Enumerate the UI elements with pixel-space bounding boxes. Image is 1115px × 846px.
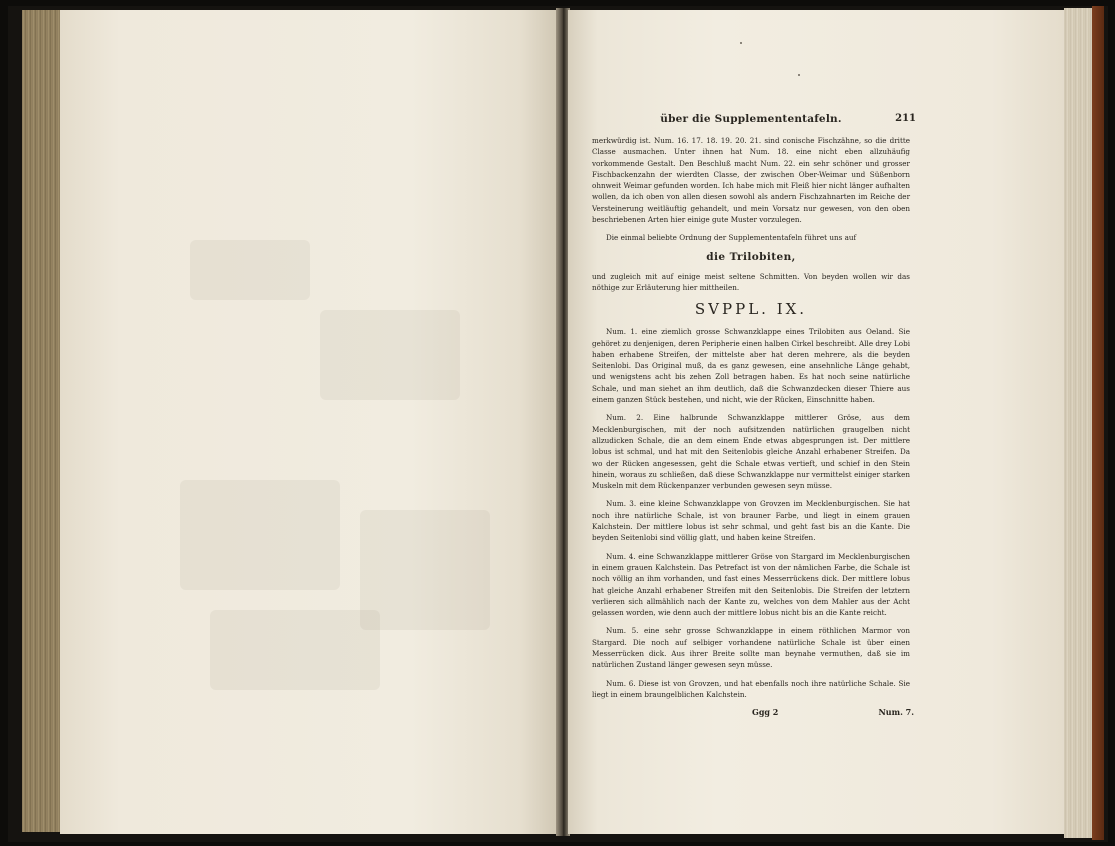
paragraph: merkwürdig ist. Num. 16. 17. 18. 19. 20. 21. sind conische Fischzähne, so die dritte Classe ausmachen. Unter ihnen hat Num. 18. eine nicht eben allzuhäufig vorkommende Gestalt. Den Beschluß macht Num. 22. ein sehr schöner und grosser Fischbackenzahn der wierdten Classe, der zwischen Ober-Weimar und Süßenborn ohnweit Weimar gefunden worden. Ich habe mich mit Fleiß hier nicht länger aufhalten wollen, da ich oben von allen diesen sowohl als andern Fischzahnarten im Reiche der Versteinerung weitläuftig gehandelt, und mein Vorsatz nur gewesen, von den oben beschriebenen Arten hier einige gute Muster vorzulegen. — [592, 136, 910, 225]
entry-paragraph: Num. 5. eine sehr grosse Schwanzklappe in einem röthlichen Marmor von Stargard. Die noch auf selbiger vorhandene natürliche Schale ist über einen Messerrücken dick. Aus ihrer Breite sollte man beynahe vermuthen, daß sie im natürlichen Zustand länger gewesen seyn müsse. — [592, 626, 910, 670]
show-through-3 — [180, 480, 340, 590]
section-title: SVPPL. IX. — [694, 300, 808, 319]
catchword: Num. 7. — [878, 707, 914, 718]
entry-paragraph: Num. 6. Diese ist von Grovzen, und hat ebenfalls noch ihre natürliche Schale. Sie liegt in einem braungelblichen Kalchstein. — [592, 678, 910, 699]
left-page — [60, 10, 560, 834]
show-through-5 — [210, 610, 380, 690]
signature-mark: Ggg 2 — [752, 707, 779, 718]
intro-paragraph: und zugleich mit auf einige meist seltene Schmitten. Von beyden wollen wir das nöthige zur Erläuterung hier mittheilen. — [592, 271, 910, 292]
paragraph: Die einmal beliebte Ordnung der Supplemententafeln führet uns auf — [606, 233, 857, 243]
show-through-2 — [320, 310, 460, 400]
page-text — [592, 113, 916, 721]
paper-speck — [740, 42, 742, 44]
page-number: 211 — [895, 113, 916, 124]
running-title: über die Supplemententafeln. — [660, 113, 842, 125]
entry-paragraph: Num. 1. eine ziemlich grosse Schwanzklappe eines Trilobiten aus Oeland. Sie gehöret zu denjenigen, deren Peripherie einen halben Cirkel beschreibt. Alle drey Lobi haben erhabene Streifen, der mittelste aber hat deren mehrere, als die beyden Seitenlobi. Das Original muß, da es ganz gewesen, eine ansehnliche Länge gehabt, und wenigstens acht bis zehen Zoll betragen haben. Es hat noch seine natürliche Schale, und man siehet an ihm deutlich, daß die Schwanzdecken dieser Thiere aus einem ganzen Stück bestehen, und nicht, wie der Rücken, Einschnitte haben. — [592, 327, 910, 405]
subheading: die Trilobiten, — [706, 250, 796, 263]
show-through-1 — [190, 240, 310, 300]
entry-paragraph: Num. 3. eine kleine Schwanzklappe von Grovzen im Mecklenburgischen. Sie hat noch ihre natürliche Schale, ist von brauner Farbe, und liegt in einem grauen Kalchstein. Der mittlere lobus ist sehr schmal, und geht fast bis an die Kante. Die beyden Seitenlobi sind völlig glatt, und haben keine Streifen. — [592, 499, 910, 543]
show-through-4 — [360, 510, 490, 630]
entry-paragraph: Num. 2. Eine halbrunde Schwanzklappe mittlerer Gröse, aus dem Mecklenburgischen, mit der noch aufsitzenden natürlichen graugelben nicht allzudicken Schale, die an dem einem Ende etwas abgesprungen ist. Der mittlere lobus ist schmal, und hat mit den Seitenlobis gleiche Anzahl erhabener Streifen. Da wo der Rücken angesessen, geht die Schale etwas vertieft, und schief in den Stein hinein, woraus zu schließen, daß diese Schwanzklappe nur vermittelst einiger starken Muskeln mit dem Rückenpanzer verbunden gewesen seyn müsse. — [592, 413, 910, 491]
page-footer — [592, 707, 914, 721]
paper-speck — [798, 74, 800, 76]
running-header — [592, 113, 916, 129]
entry-paragraph: Num. 4. eine Schwanzklappe mittlerer Gröse von Stargard im Mecklenburgischen in einem grauen Kalchstein. Das Petrefact ist von der nämlichen Farbe, die Schale ist noch völlig an ihm vorhanden, und fast eines Messerrückens dick. Der mittlere lobus hat gleiche Anzahl erhabener Streifen mit den Seitenlobis. Die Streifen der letztern verlieren sich allmählich nach der Kante zu, welches von dem Mahler aus der Acht gelassen worden, wie denn auch der mittlere lobus nicht bis an die Kante reicht. — [592, 551, 910, 618]
book-cover-edge — [1092, 6, 1104, 840]
